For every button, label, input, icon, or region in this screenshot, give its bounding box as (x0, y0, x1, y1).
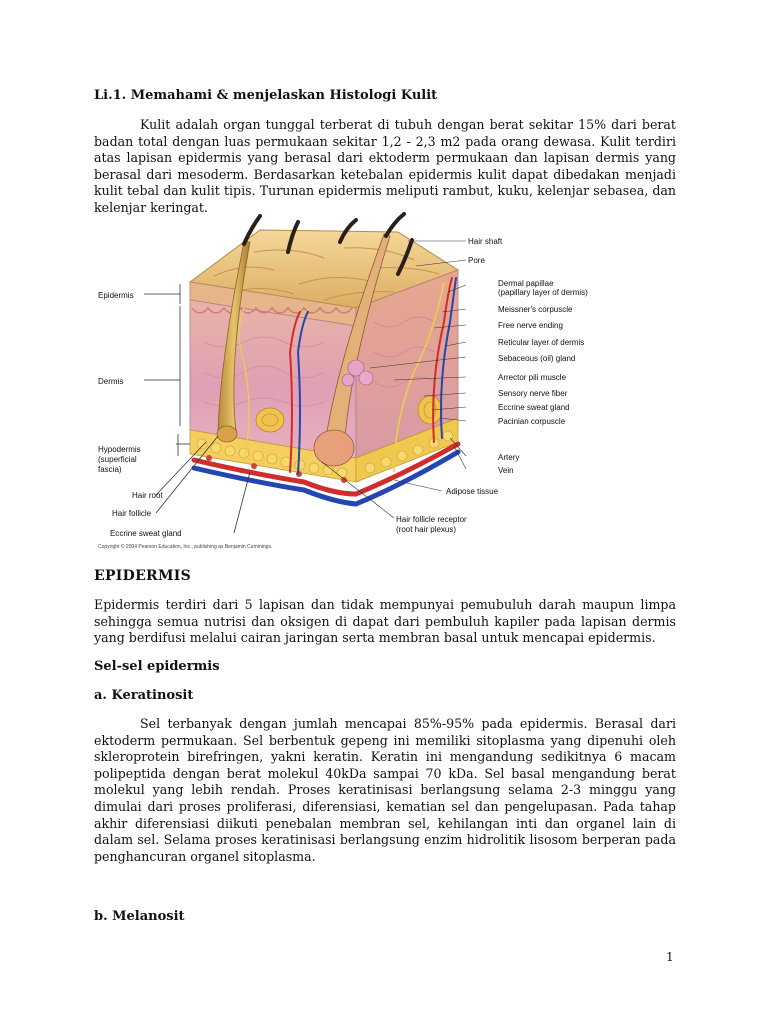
label-hair-follicle: Hair follicle (112, 509, 152, 518)
page-heading: Li.1. Memahami & menjelaskan Histologi Kulit (94, 88, 438, 103)
label-dermal-papillae: Dermal papillae (498, 279, 554, 288)
label-hair-shaft: Hair shaft (468, 237, 503, 246)
label-hair-follicle-receptor-line2: (root hair plexus) (396, 525, 457, 534)
epidermis-paragraph: Epidermis terdiri dari 5 lapisan dan tidak mempunyai pemubuluh darah maupun limpa sehingga semua nutrisi dan oksigen di dapat dari pembuluh kapiler pada lapisan dermis yang berdifusi melalui cairan jaringan serta membran basal untuk mencapai epidermis. (94, 597, 676, 646)
label-eccrine-sweat-gland-bottom: Eccrine sweat gland (110, 529, 182, 538)
subsection-title-cells: Sel-sel epidermis (94, 659, 220, 674)
label-sebaceous-gland: Sebaceous (oil) gland (498, 354, 576, 363)
label-dermis: Dermis (98, 377, 124, 386)
intro-paragraph: Kulit adalah organ tunggal terberat di tubuh dengan berat sekitar 15% dari berat badan total dengan luas permukaan sekitar 1,2 - 2,3 m2 pada orang dewasa. Kulit terdiri atas lapisan epidermis yang berasal dari ektoderm permukaan dan lapisan dermis yang berasal dari mesoderm. Berdasarkan ketebalan epidermis kulit dapat dibedakan menjadi kulit tebal dan kulit tipis. Turunan epidermis meliputi rambut, kuku, kelenjar sebasea, dan kelenjar keringat. (94, 117, 676, 215)
label-eccrine-sweat-gland: Eccrine sweat gland (498, 403, 570, 412)
label-arrector-pili: Arrector pili muscle (498, 373, 567, 382)
label-hypodermis-line2: (superficial (98, 455, 137, 464)
label-hypodermis-line3: fascia) (98, 465, 122, 474)
label-sensory-nerve: Sensory nerve fiber (498, 389, 568, 398)
label-epidermis: Epidermis (98, 291, 134, 300)
keratinocyte-paragraph: Sel terbanyak dengan jumlah mencapai 85%-95% pada epidermis. Berasal dari ektoderm permukaan. Sel berbentuk gepeng ini memiliki sitoplasma yang dipenuhi oleh skleroprotein birefringen, yakni keratin. Keratin ini mengandung sedikitnya 6 macam polipeptida dengan berat molekul 40kDa sampai 70 kDa. Sel basal mengandung berat molekul yang lebih rendah. Proses keratinisasi berlangsung selama 2-3 minggu yang dimulai dari proses proliferasi, diferensiasi, kematian sel dan pengelupasan. Pada tahap akhir diferensiasi diikuti penebalan membran sel, kehilangan inti dan organel lain di dalam sel. Selama proses keratinisasi berlangsung enzim hidrolitik lisosom berperan pada penghancuran organel sitoplasma. (94, 716, 676, 864)
label-hair-follicle-receptor: Hair follicle receptor (396, 515, 467, 524)
label-free-nerve-ending: Free nerve ending (498, 321, 563, 330)
page-number: 1 (666, 950, 674, 964)
section-title-epidermis: EPIDERMIS (94, 568, 192, 584)
skin-histology-figure (94, 212, 620, 556)
label-vein: Vein (498, 466, 514, 475)
label-adipose-tissue: Adipose tissue (446, 487, 499, 496)
subsection-title-melanocyte: b. Melanosit (94, 909, 185, 924)
label-hypodermis: Hypodermis (98, 445, 141, 454)
label-reticular-layer: Reticular layer of dermis (498, 338, 585, 347)
label-pacinian-corpuscle: Pacinian corpuscle (498, 417, 566, 426)
label-pore: Pore (468, 256, 485, 265)
label-dermal-papillae-line2: (papillary layer of dermis) (498, 288, 588, 297)
figure-copyright: Copyright © 2004 Pearson Education, Inc., publishing as Benjamin Cummings. (98, 544, 273, 550)
label-artery: Artery (498, 453, 520, 462)
label-hair-root: Hair root (132, 491, 163, 500)
label-meissners-corpuscle: Meissner's corpuscle (498, 305, 573, 314)
subsection-title-keratinocyte: a. Keratinosit (94, 688, 194, 703)
